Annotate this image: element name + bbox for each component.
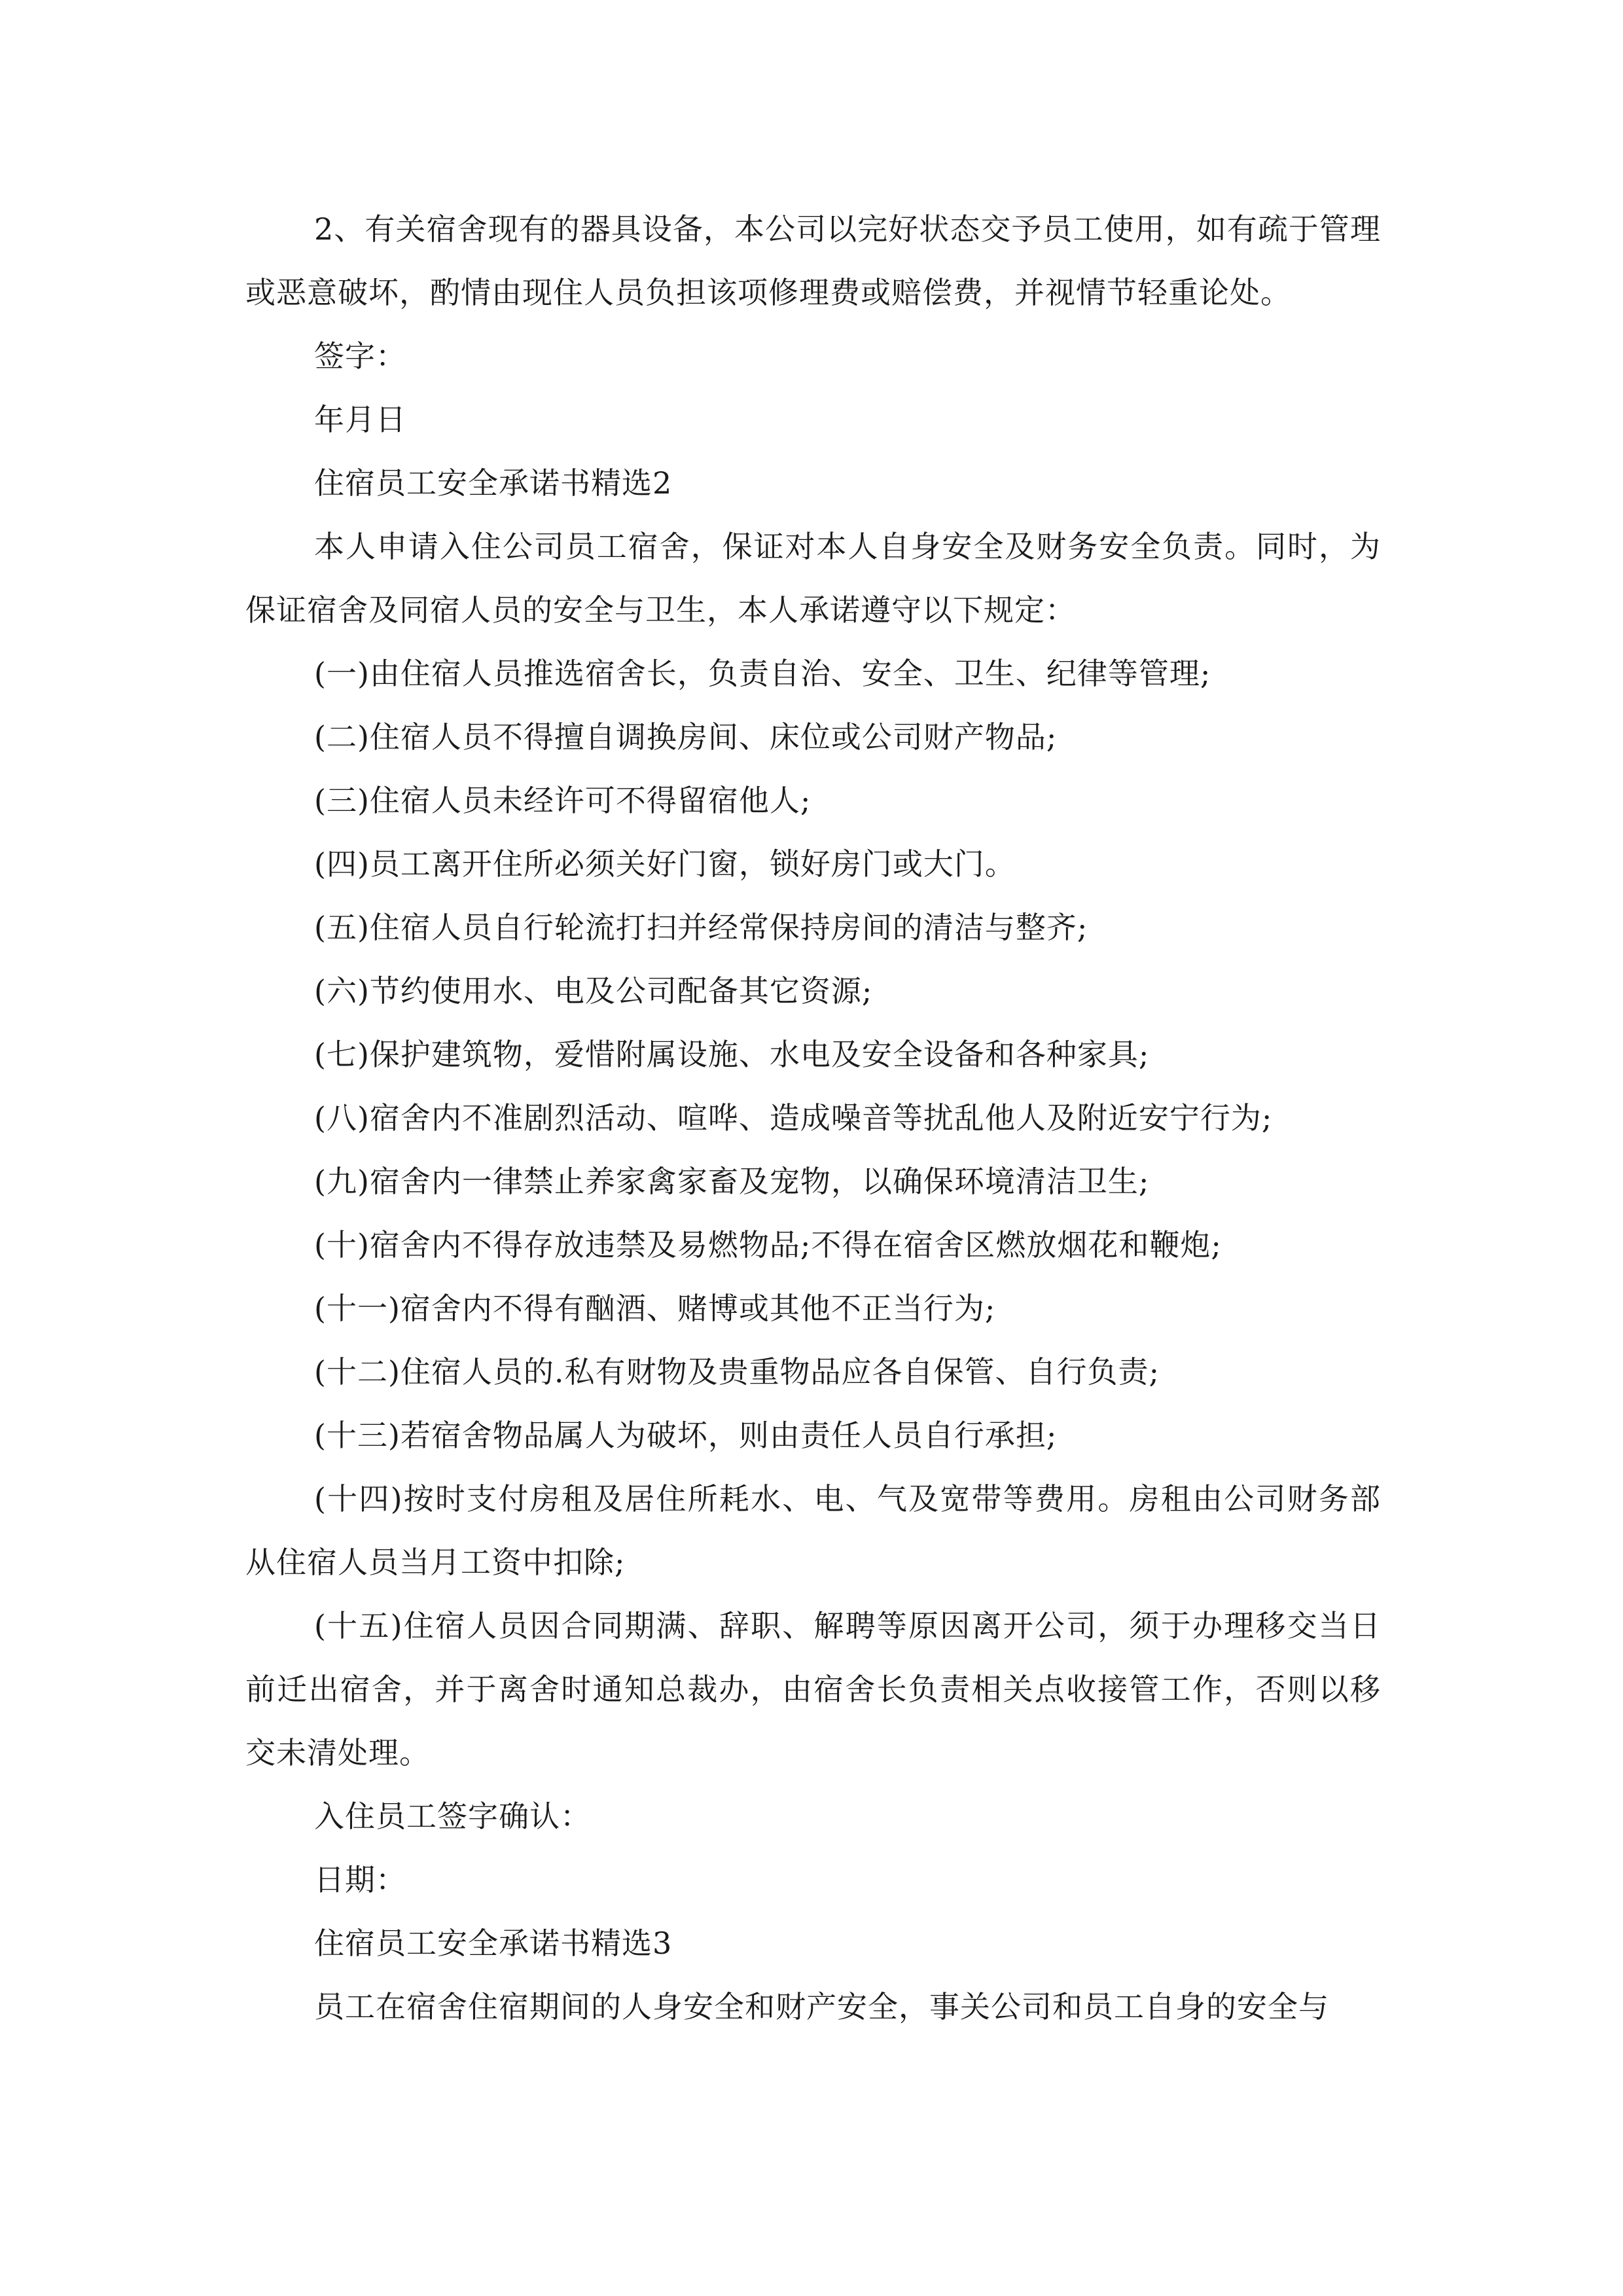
paragraph-facilities-clause: 2、有关宿舍现有的器具设备，本公司以完好状态交予员工使用，如有疏于管理或恶意破坏，酌情由现住人员负担该项修理费或赔偿费，并视情节轻重论处。 [245,211,1381,310]
rule-item-6: (六)节约使用水、电及公司配备其它资源; [314,973,873,1009]
rule-item-13: (十三)若宿舍物品属人为破坏，则由责任人员自行承担; [314,1418,1058,1453]
document-body [245,198,1381,2039]
paragraph-intro: 本人申请入住公司员工宿舍，保证对本人自身安全及财务安全负责。同时，为保证宿舍及同宿人员的安全与卫生，本人承诺遵守以下规定： [245,529,1381,628]
rule-item-1: (一)由住宿人员推选宿舍长，负责自治、安全、卫生、纪律等管理; [314,656,1211,691]
rule-item-14: (十四)按时支付房租及居住所耗水、电、气及宽带等费用。房租由公司财务部从住宿人员当月工资中扣除; [245,1481,1381,1580]
rule-item-11: (十一)宿舍内不得有酗酒、赌博或其他不正当行为; [314,1291,996,1326]
date-label: 年月日 [314,402,406,437]
rule-item-12: (十二)住宿人员的.私有财物及贵重物品应各自保管、自行负责; [314,1354,1160,1390]
section-title-2: 住宿员工安全承诺书精选2 [314,465,673,501]
signature-label: 签字： [314,338,406,374]
rule-item-5: (五)住宿人员自行轮流打扫并经常保持房间的清洁与整齐; [314,910,1088,945]
date-field-label: 日期： [314,1862,406,1897]
section-title-3: 住宿员工安全承诺书精选3 [314,1926,673,1961]
rule-item-15: (十五)住宿人员因合同期满、辞职、解聘等原因离开公司，须于办理移交当日前迁出宿舍，并于离舍时通知总裁办，由宿舍长负责相关点收接管工作，否则以移交未清处理。 [245,1608,1381,1770]
signature-confirmation-label: 入住员工签字确认： [314,1799,591,1834]
rule-item-3: (三)住宿人员未经许可不得留宿他人; [314,783,812,818]
rule-item-9: (九)宿舍内一律禁止养家禽家畜及宠物，以确保环境清洁卫生; [314,1164,1150,1199]
rule-item-10: (十)宿舍内不得存放违禁及易燃物品;不得在宿舍区燃放烟花和鞭炮; [314,1227,1222,1263]
rule-item-7: (七)保护建筑物，爱惜附属设施、水电及安全设备和各种家具; [314,1037,1150,1072]
paragraph-section-3-start: 员工在宿舍住宿期间的人身安全和财产安全，事关公司和员工自身的安全与 [314,1989,1329,2024]
rule-item-8: (八)宿舍内不准剧烈活动、喧哗、造成噪音等扰乱他人及附近安宁行为; [314,1100,1273,1136]
rule-item-2: (二)住宿人员不得擅自调换房间、床位或公司财产物品; [314,719,1058,755]
rule-item-4: (四)员工离开住所必须关好门窗，锁好房门或大门。 [314,846,1016,882]
